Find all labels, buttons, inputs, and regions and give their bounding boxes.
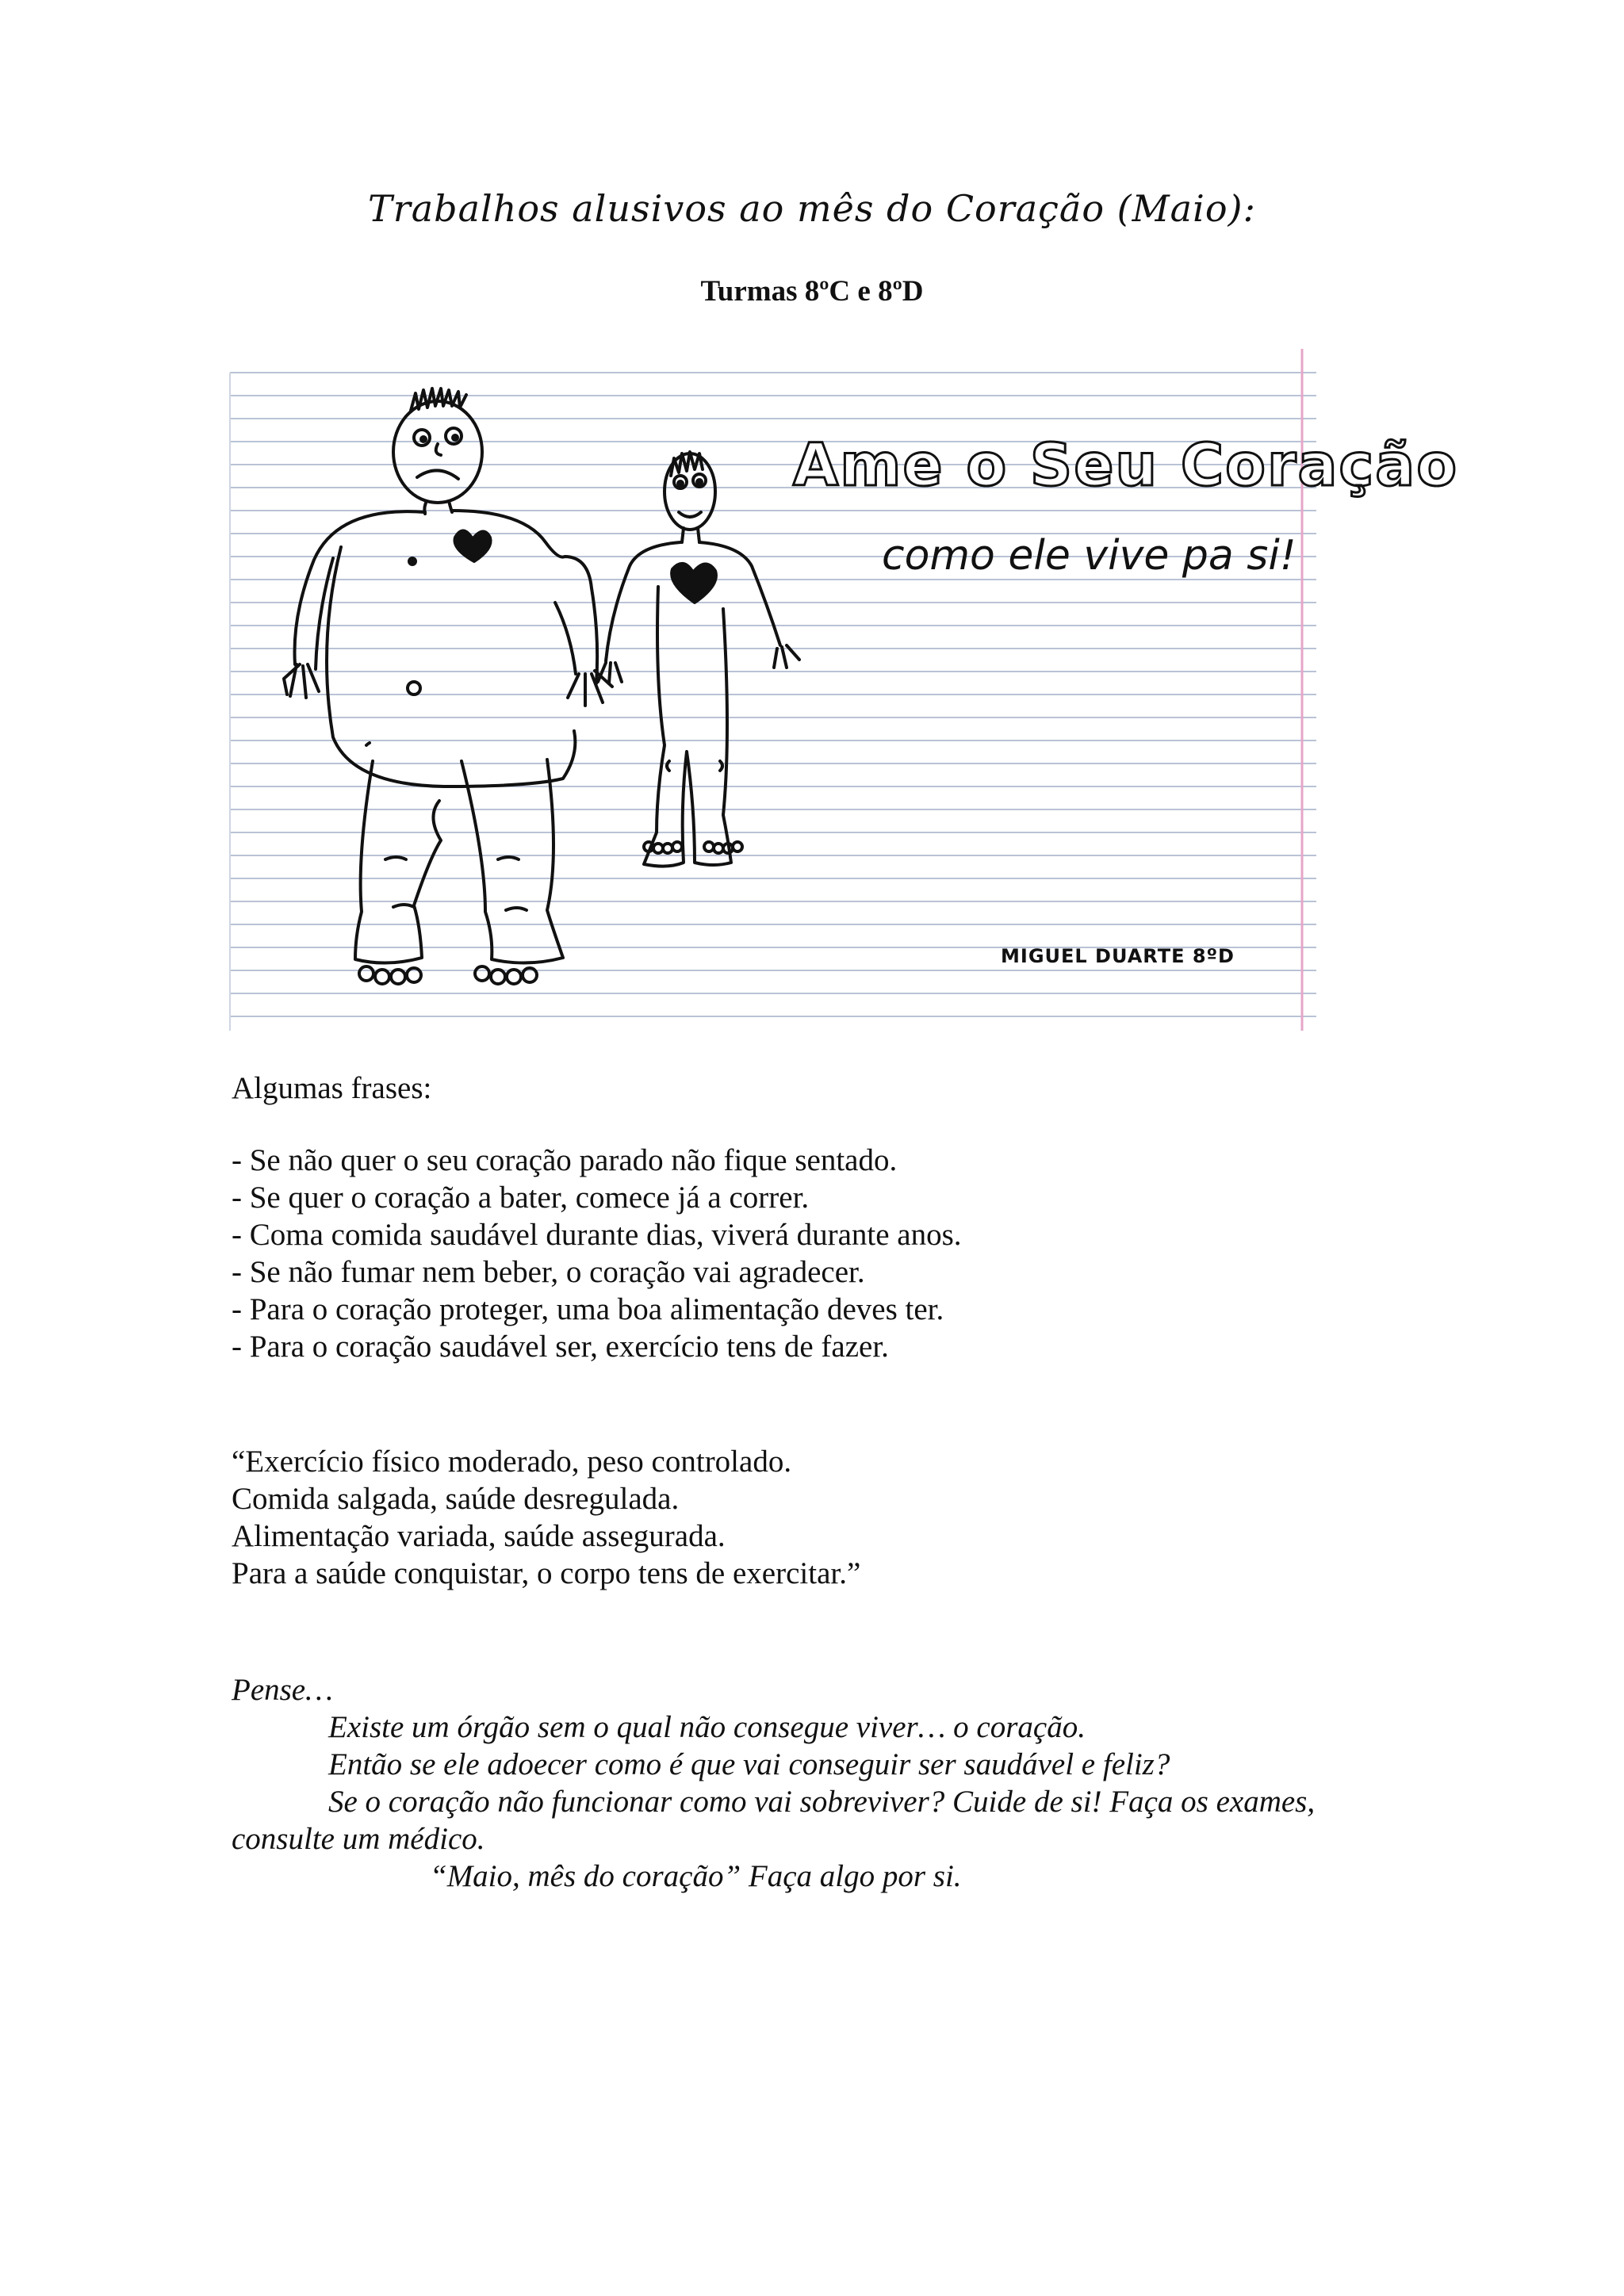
poem-line: Comida salgada, saúde desregulada.: [232, 1482, 680, 1516]
sad-figure: [284, 388, 612, 984]
reflection-block: [232, 1671, 1381, 1895]
drawing-headline: Ame o Seu Coração: [793, 431, 1459, 499]
artist-signature: MIGUEL DUARTE 8ºD: [1001, 945, 1235, 967]
list-item: - Para o coração proteger, uma boa alimentação deves ter.: [232, 1292, 944, 1326]
reflection-opening: Pense…: [232, 1673, 333, 1707]
list-item: - Se quer o coração a bater, comece já a correr.: [232, 1181, 810, 1215]
reflection-line: Se o coração não funcionar como vai sobreviver? Cuide de si! Faça os exames, consulte um médico.: [232, 1785, 1316, 1856]
list-item: - Coma comida saudável durante dias, viverá durante anos.: [232, 1218, 962, 1252]
happy-figure: [598, 452, 799, 867]
list-item: - Se não fumar nem beber, o coração vai agradecer.: [232, 1255, 865, 1289]
phrases-list: [232, 1142, 1421, 1365]
poem-line: Para a saúde conquistar, o corpo tens de exercitar.”: [232, 1556, 861, 1590]
phrases-label: Algumas frases:: [232, 1071, 432, 1105]
poem-line: Alimentação variada, saúde assegurada.: [232, 1519, 726, 1553]
classes-subtitle: Turmas 8ºC e 8ºD: [700, 275, 924, 308]
list-item: - Se não quer o seu coração parado não fique sentado.: [232, 1143, 898, 1177]
page-title: Trabalhos alusivos ao mês do Coração (Maio):: [368, 187, 1256, 230]
list-item: - Para o coração saudável ser, exercício tens de fazer.: [232, 1330, 889, 1364]
reflection-line: Então se ele adoecer como é que vai conseguir ser saudável e feliz?: [328, 1747, 1170, 1781]
reflection-closing: “Maio, mês do coração” Faça algo por si.: [430, 1859, 962, 1893]
notebook-paper: [230, 349, 1459, 1031]
student-drawing: [230, 349, 1459, 1031]
reflection-line: Existe um órgão sem o qual não consegue viver… o coração.: [328, 1710, 1086, 1744]
poem-line: “Exercício físico moderado, peso controlado.: [232, 1445, 792, 1479]
poem: [232, 1443, 1421, 1592]
drawing-tagline: como ele vive pa si!: [882, 532, 1297, 580]
